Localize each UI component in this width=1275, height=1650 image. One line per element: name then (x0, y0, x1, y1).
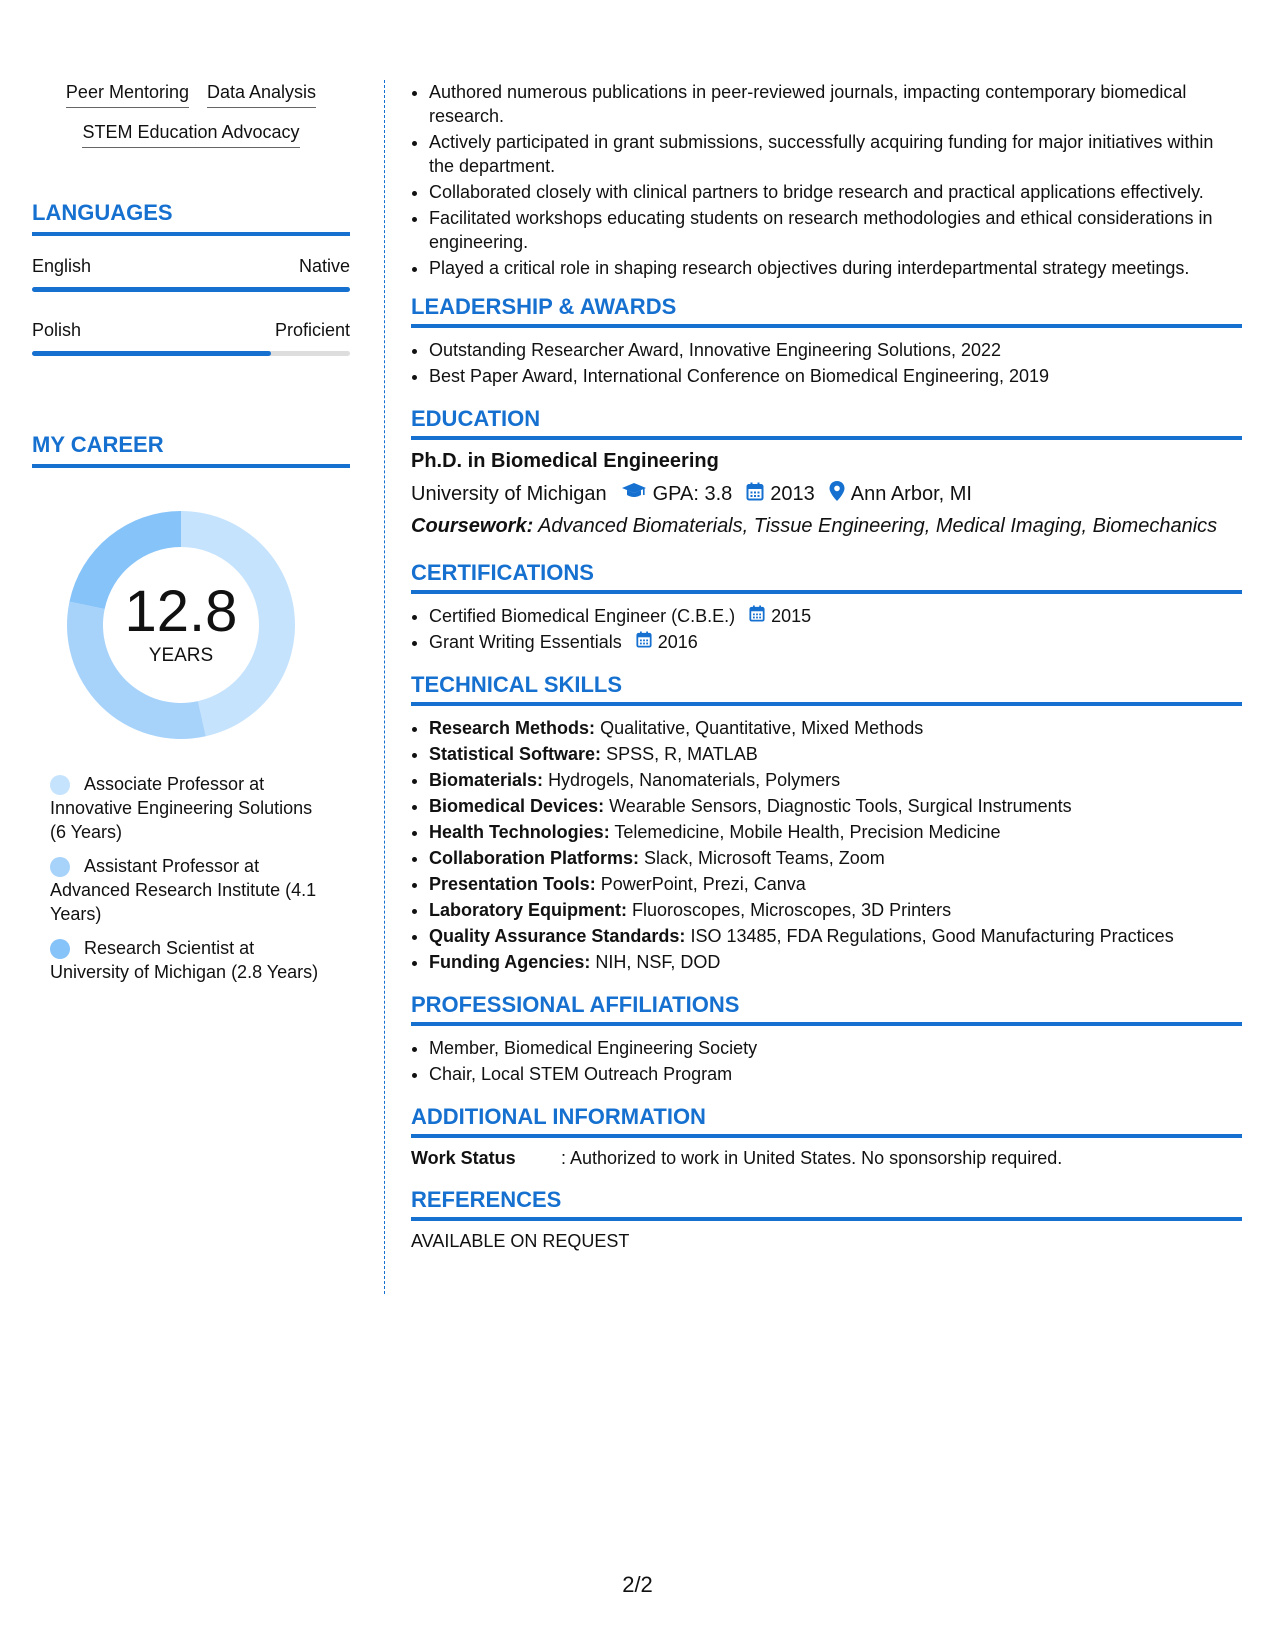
work-status-label: Work Status (411, 1148, 516, 1168)
languages-heading: LANGUAGES (32, 200, 350, 236)
skill-item (429, 716, 1242, 740)
career-legend-item (50, 936, 330, 984)
skill-label: Biomedical Devices: (429, 796, 605, 816)
award-item: • Outstanding Researcher Award, Innovative Engineering Solutions, 2022 (429, 338, 1242, 362)
coursework-label: Coursework: (411, 515, 534, 537)
column-divider (384, 80, 385, 1294)
experience-bullet: • Facilitated workshops educating students on research methodologies and ethical considerations in engineering. (429, 206, 1242, 254)
skill-item (429, 768, 1242, 792)
skill-label: Biomaterials: (429, 770, 544, 790)
skill-item (429, 898, 1242, 922)
language-item (32, 320, 350, 356)
skill-tag: Peer Mentoring (66, 82, 189, 108)
graduation-cap-icon (621, 482, 647, 506)
skill-value: Telemedicine, Mobile Health, Precision Medicine (614, 822, 1001, 842)
affiliation-item: • Member, Biomedical Engineering Society (429, 1036, 1242, 1060)
language-name: English (32, 256, 92, 276)
education-heading: EDUCATION (411, 406, 1242, 440)
career-donut-chart (66, 510, 296, 740)
affiliations-heading: PROFESSIONAL AFFILIATIONS (411, 992, 1242, 1026)
calendar-icon (749, 604, 765, 628)
leadership-list (411, 338, 1242, 388)
skill-item (429, 794, 1242, 818)
language-bar-track (32, 287, 350, 292)
career-heading: MY CAREER (32, 432, 350, 468)
skill-label: Research Methods: (429, 718, 596, 738)
certification-year: 2015 (771, 606, 812, 626)
skill-value: Fluoroscopes, Microscopes, 3D Printers (632, 900, 952, 920)
skill-value: Wearable Sensors, Diagnostic Tools, Surgical Instruments (609, 796, 1072, 816)
experience-bullet: • Authored numerous publications in peer-reviewed journals, impacting contemporary biomedical research. (429, 80, 1242, 128)
experience-bullets (411, 80, 1242, 280)
coursework-list: Advanced Biomaterials, Tissue Engineering, Medical Imaging, Biomechanics (538, 515, 1218, 537)
certification-name: • Certified Biomedical Engineer (C.B.E.) (429, 606, 736, 626)
skill-label: Collaboration Platforms: (429, 848, 640, 868)
skill-label: Laboratory Equipment: (429, 900, 628, 920)
technical-skills-heading: TECHNICAL SKILLS (411, 672, 1242, 706)
location-pin-icon (829, 481, 845, 507)
references-heading: REFERENCES (411, 1187, 1242, 1221)
technical-skills-list (411, 716, 1242, 974)
affiliations-list (411, 1036, 1242, 1086)
skill-label: Funding Agencies: (429, 952, 591, 972)
page-number: 2/2 (622, 1572, 653, 1597)
skill-item (429, 846, 1242, 870)
degree-title: Ph.D. in Biomedical Engineering (411, 450, 719, 472)
skill-value: Hydrogels, Nanomaterials, Polymers (548, 770, 841, 790)
work-status-row (411, 1148, 1242, 1169)
calendar-icon (636, 630, 652, 654)
certification-item (429, 604, 1242, 628)
skill-tag: STEM Education Advocacy (82, 122, 299, 148)
language-level: Proficient (274, 320, 350, 340)
legend-dot-icon (50, 775, 70, 795)
skill-label: Quality Assurance Standards: (429, 926, 686, 946)
language-bar-fill (32, 351, 271, 356)
gpa: GPA: 3.8 (652, 482, 733, 505)
school-location: Ann Arbor, MI (850, 482, 972, 505)
experience-bullet: • Collaborated closely with clinical partners to bridge research and practical applications effectively. (429, 180, 1242, 204)
certification-year: 2016 (657, 632, 698, 652)
skill-value: PowerPoint, Prezi, Canva (600, 874, 806, 894)
education-meta (411, 481, 1242, 507)
coursework (411, 515, 1242, 538)
legend-dot-icon (50, 939, 70, 959)
career-legend (50, 772, 330, 984)
skill-value: Qualitative, Quantitative, Mixed Methods (600, 718, 924, 738)
language-name: Polish (32, 320, 82, 340)
award-item: • Best Paper Award, International Conference on Biomedical Engineering, 2019 (429, 364, 1242, 388)
donut-center (66, 510, 296, 740)
skill-value: SPSS, R, MATLAB (606, 744, 758, 764)
skill-label: Presentation Tools: (429, 874, 596, 894)
career-legend-item (50, 854, 330, 926)
career-legend-item (50, 772, 330, 844)
skill-item (429, 820, 1242, 844)
career-total-unit: YEARS (148, 645, 214, 666)
experience-bullet: • Played a critical role in shaping research objectives during interdepartmental strategy meetings. (429, 256, 1242, 280)
skill-tags (32, 82, 350, 148)
skill-item (429, 742, 1242, 766)
calendar-icon (746, 482, 764, 507)
certification-item (429, 630, 1242, 654)
left-column (32, 82, 350, 994)
right-column (411, 80, 1242, 1252)
references-text: AVAILABLE ON REQUEST (411, 1231, 630, 1251)
legend-dot-icon (50, 857, 70, 877)
work-status-value: : Authorized to work in United States. No sponsorship required. (561, 1148, 1063, 1168)
career-legend-text: Assistant Professor at Advanced Research Institute (4.1 Years) (50, 856, 317, 924)
affiliation-item: • Chair, Local STEM Outreach Program (429, 1062, 1242, 1086)
language-bar-track (32, 351, 350, 356)
language-level: Native (298, 256, 350, 276)
certifications-heading: CERTIFICATIONS (411, 560, 1242, 594)
school-name: University of Michigan (411, 482, 607, 505)
certification-name: • Grant Writing Essentials (429, 632, 622, 652)
skill-item (429, 950, 1242, 974)
certifications-list (411, 604, 1242, 654)
career-total-years: 12.8 (124, 579, 238, 644)
language-item (32, 256, 350, 292)
skill-label: Health Technologies: (429, 822, 610, 842)
skill-label: Statistical Software: (429, 744, 602, 764)
career-legend-text: Research Scientist at University of Michigan (2.8 Years) (50, 938, 319, 982)
career-legend-text: Associate Professor at Innovative Engineering Solutions (6 Years) (50, 774, 313, 842)
graduation-year: 2013 (770, 482, 815, 505)
experience-bullet: • Actively participated in grant submissions, successfully acquiring funding for major initiatives within the department. (429, 130, 1242, 178)
skill-value: Slack, Microsoft Teams, Zoom (644, 848, 885, 868)
skill-value: ISO 13485, FDA Regulations, Good Manufacturing Practices (690, 926, 1174, 946)
language-bar-fill (32, 287, 350, 292)
skill-value: NIH, NSF, DOD (595, 952, 721, 972)
additional-info-heading: ADDITIONAL INFORMATION (411, 1104, 1242, 1138)
skill-item (429, 924, 1242, 948)
skill-tag: Data Analysis (207, 82, 316, 108)
leadership-heading: LEADERSHIP & AWARDS (411, 294, 1242, 328)
skill-item (429, 872, 1242, 896)
